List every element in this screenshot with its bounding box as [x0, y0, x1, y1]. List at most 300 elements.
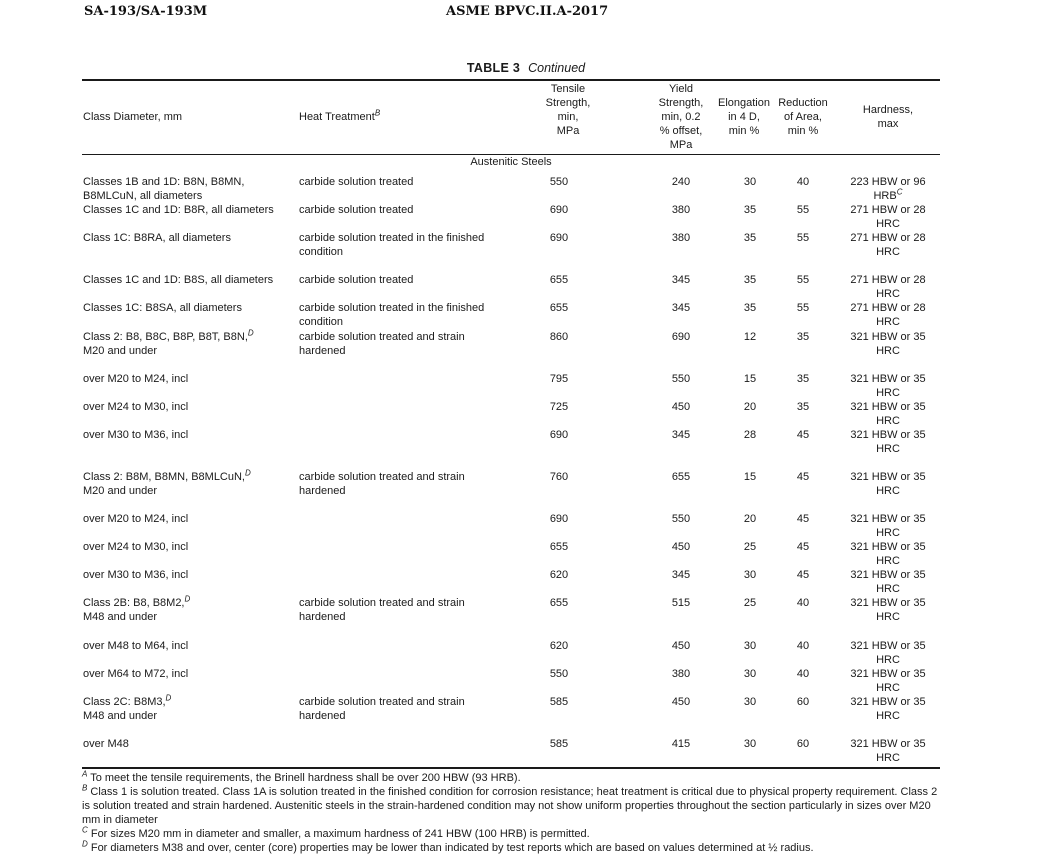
- table-row: [0, 330, 1052, 358]
- cell-class: [83, 540, 295, 554]
- cell-yield: 380: [671, 204, 691, 216]
- hardness-text: 321 HBW or 35: [850, 541, 926, 553]
- cell-class: [83, 470, 295, 498]
- col-head-heat-text: Heat Treatment: [299, 111, 375, 123]
- hardness-line: [840, 512, 936, 526]
- class-line: [83, 400, 295, 414]
- hardness-text: 223 HBW or 96: [850, 176, 926, 188]
- heat-line: hardened: [299, 485, 346, 497]
- class-text: M20 and under: [83, 485, 157, 497]
- class-line: [83, 344, 295, 358]
- hardness-text: 271 HBW or 28: [850, 302, 926, 314]
- hardness-line: [840, 428, 936, 442]
- class-text: over M24 to M30, incl: [83, 541, 189, 553]
- hardness-line: [840, 737, 936, 751]
- cell-hardness: [840, 203, 936, 231]
- cell-class: [83, 330, 295, 358]
- cell-tensile: 795: [549, 373, 569, 385]
- class-line: [83, 709, 295, 723]
- cell-reduction: 55: [796, 274, 810, 286]
- hardness-line: [840, 330, 936, 344]
- cell-reduction: 45: [796, 513, 810, 525]
- footnote-text: To meet the tensile requirements, the Brinell hardness shall be over 200 HBW (93 HRB).: [90, 772, 521, 784]
- heat-line: carbide solution treated: [299, 274, 414, 286]
- hardness-text: HRC: [876, 611, 900, 623]
- class-line: [83, 470, 295, 484]
- col-head-line: min %: [728, 125, 760, 137]
- class-line: [83, 596, 295, 610]
- cell-tensile: 860: [549, 331, 569, 343]
- cell-yield: 345: [671, 302, 691, 314]
- hardness-line: [840, 582, 936, 596]
- table-row: [0, 470, 1052, 498]
- class-line: [83, 273, 295, 287]
- hardness-line: [840, 681, 936, 695]
- footnote-ref: C: [896, 187, 903, 197]
- hardness-text: 321 HBW or 35: [850, 429, 926, 441]
- hardness-text: 321 HBW or 35: [850, 331, 926, 343]
- cell-class: [83, 596, 295, 624]
- cell-tensile: 655: [549, 274, 569, 286]
- running-header-center: ASME BPVC.II.A-2017: [446, 4, 609, 19]
- col-head-reduction: [772, 96, 834, 138]
- table-row: [0, 372, 1052, 400]
- class-text: Classes 1B and 1D: B8N, B8MN,: [83, 176, 245, 188]
- heat-line: carbide solution treated: [299, 204, 414, 216]
- hardness-line: [840, 344, 936, 358]
- hardness-line: [840, 709, 936, 723]
- hardness-line: [840, 568, 936, 582]
- footnote-ref: D: [245, 468, 251, 478]
- class-text: B8MLCuN, all diameters: [83, 190, 203, 202]
- col-head-line: Yield: [668, 83, 694, 95]
- hardness-text: 321 HBW or 35: [850, 738, 926, 750]
- hardness-text: HRC: [876, 752, 900, 764]
- footnote: [82, 785, 944, 827]
- class-text: Classes 1C: B8SA, all diameters: [83, 302, 242, 314]
- cell-reduction: 40: [796, 597, 810, 609]
- cell-elongation: 35: [743, 302, 757, 314]
- cell-elongation: 35: [743, 274, 757, 286]
- table-header-rule: [82, 154, 940, 155]
- hardness-text: HRC: [876, 316, 900, 328]
- cell-yield: 515: [671, 597, 691, 609]
- class-text: over M48: [83, 738, 129, 750]
- class-text: M48 and under: [83, 710, 157, 722]
- hardness-line: [840, 315, 936, 329]
- hardness-line: [840, 414, 936, 428]
- cell-tensile: 690: [549, 429, 569, 441]
- heat-line: carbide solution treated and strain: [299, 471, 465, 483]
- cell-elongation: 30: [743, 569, 757, 581]
- hardness-text: 321 HBW or 35: [850, 668, 926, 680]
- cell-hardness: [840, 667, 936, 695]
- footnote-text: For diameters M38 and over, center (core) properties may be lower than indicated by test reports which are based on values determined at ½ radius.: [90, 842, 814, 854]
- class-line: [83, 639, 295, 653]
- cell-tensile: 725: [549, 401, 569, 413]
- cell-tensile: 760: [549, 471, 569, 483]
- class-line: [83, 203, 295, 217]
- class-line: [83, 301, 295, 315]
- col-head-line: Strength,: [658, 97, 704, 109]
- footnote-ref: D: [247, 328, 254, 338]
- class-text: over M48 to M64, incl: [83, 640, 189, 652]
- class-line: [83, 695, 295, 709]
- footnote-ref: D: [165, 693, 172, 703]
- hardness-line: [840, 400, 936, 414]
- heat-line: carbide solution treated and strain: [299, 331, 465, 343]
- hardness-line: [840, 540, 936, 554]
- heat-line: hardened: [299, 710, 346, 722]
- class-line: [83, 330, 295, 344]
- col-head-line: MPa: [556, 125, 580, 137]
- cell-class: [83, 400, 295, 414]
- cell-hardness: [840, 596, 936, 624]
- col-head-line: min %: [787, 125, 819, 137]
- cell-yield: 240: [671, 176, 691, 188]
- cell-hardness: [840, 400, 936, 428]
- table-row: [0, 596, 1052, 624]
- cell-tensile: 690: [549, 204, 569, 216]
- hardness-line: [840, 639, 936, 653]
- hardness-text: HRB: [873, 190, 897, 202]
- cell-tensile: 690: [549, 232, 569, 244]
- class-line: [83, 540, 295, 554]
- hardness-line: [840, 596, 936, 610]
- hardness-text: 321 HBW or 35: [850, 513, 926, 525]
- cell-reduction: 55: [796, 302, 810, 314]
- table-caption: [0, 61, 1052, 75]
- footnote-mark: B: [82, 783, 88, 793]
- cell-hardness: [840, 512, 936, 540]
- hardness-line: [840, 203, 936, 217]
- hardness-text: 321 HBW or 35: [850, 696, 926, 708]
- cell-reduction: 60: [796, 696, 810, 708]
- cell-yield: 345: [671, 569, 691, 581]
- class-line: [83, 175, 295, 189]
- class-text: over M20 to M24, incl: [83, 513, 189, 525]
- cell-class: [83, 273, 295, 287]
- hardness-line: [840, 287, 936, 301]
- hardness-text: HRC: [876, 710, 900, 722]
- table-bottom-rule: [82, 767, 940, 769]
- cell-yield: 550: [671, 513, 691, 525]
- cell-heat-treatment: [299, 695, 509, 723]
- cell-elongation: 30: [743, 738, 757, 750]
- cell-hardness: [840, 330, 936, 358]
- cell-hardness: [840, 540, 936, 568]
- cell-yield: 655: [671, 471, 691, 483]
- class-line: [83, 484, 295, 498]
- cell-elongation: 35: [743, 204, 757, 216]
- cell-heat-treatment: [299, 330, 509, 358]
- hardness-line: [840, 667, 936, 681]
- cell-elongation: 30: [743, 696, 757, 708]
- heat-line: carbide solution treated: [299, 176, 414, 188]
- cell-class: [83, 372, 295, 386]
- cell-reduction: 60: [796, 738, 810, 750]
- footnote-ref: D: [184, 594, 191, 604]
- cell-elongation: 15: [743, 471, 757, 483]
- heat-line: hardened: [299, 611, 346, 623]
- col-head-line: Tensile: [550, 83, 586, 95]
- cell-tensile: 620: [549, 640, 569, 652]
- cell-heat-treatment: [299, 470, 509, 498]
- hardness-line: [840, 751, 936, 765]
- hardness-line: [840, 442, 936, 456]
- cell-reduction: 35: [796, 331, 810, 343]
- hardness-line: [840, 273, 936, 287]
- cell-class: [83, 568, 295, 582]
- hardness-text: 321 HBW or 35: [850, 640, 926, 652]
- cell-reduction: 45: [796, 471, 810, 483]
- hardness-text: HRC: [876, 246, 900, 258]
- hardness-text: 321 HBW or 35: [850, 373, 926, 385]
- hardness-text: HRC: [876, 218, 900, 230]
- hardness-line: [840, 245, 936, 259]
- table-row: [0, 175, 1052, 203]
- cell-elongation: 30: [743, 640, 757, 652]
- hardness-text: 271 HBW or 28: [850, 232, 926, 244]
- hardness-text: 271 HBW or 28: [850, 274, 926, 286]
- class-line: [83, 428, 295, 442]
- cell-heat-treatment: [299, 273, 509, 287]
- class-text: Class 1C: B8RA, all diameters: [83, 232, 231, 244]
- cell-elongation: 25: [743, 597, 757, 609]
- hardness-text: 321 HBW or 35: [850, 471, 926, 483]
- hardness-text: 271 HBW or 28: [850, 204, 926, 216]
- hardness-line: [840, 470, 936, 484]
- class-line: [83, 512, 295, 526]
- cell-class: [83, 512, 295, 526]
- hardness-line: [840, 189, 936, 203]
- col-head-line: of Area,: [784, 111, 822, 123]
- class-text: over M24 to M30, incl: [83, 401, 189, 413]
- col-head-heat-treatment: [299, 110, 380, 124]
- cell-reduction: 45: [796, 569, 810, 581]
- table-row: [0, 667, 1052, 695]
- cell-reduction: 55: [796, 204, 810, 216]
- cell-reduction: 45: [796, 541, 810, 553]
- table-row: [0, 428, 1052, 456]
- table-row: [0, 301, 1052, 329]
- cell-elongation: 15: [743, 373, 757, 385]
- hardness-text: HRC: [876, 485, 900, 497]
- cell-tensile: 585: [549, 738, 569, 750]
- cell-reduction: 40: [796, 668, 810, 680]
- col-head-line: Reduction: [778, 97, 828, 109]
- cell-elongation: 25: [743, 541, 757, 553]
- heat-line: carbide solution treated and strain: [299, 696, 465, 708]
- cell-elongation: 12: [743, 331, 757, 343]
- hardness-text: HRC: [876, 555, 900, 567]
- hardness-text: 321 HBW or 35: [850, 597, 926, 609]
- col-head-line: in 4 D,: [728, 111, 760, 123]
- cell-hardness: [840, 175, 936, 203]
- class-text: over M20 to M24, incl: [83, 373, 189, 385]
- hardness-line: [840, 372, 936, 386]
- cell-yield: 690: [671, 331, 691, 343]
- cell-yield: 380: [671, 232, 691, 244]
- cell-tensile: 585: [549, 696, 569, 708]
- table-row: [0, 273, 1052, 301]
- footnote-mark: C: [82, 825, 88, 835]
- hardness-text: HRC: [876, 654, 900, 666]
- table-row: [0, 400, 1052, 428]
- class-text: over M64 to M72, incl: [83, 668, 189, 680]
- cell-class: [83, 695, 295, 723]
- cell-yield: 450: [671, 640, 691, 652]
- class-text: over M30 to M36, incl: [83, 429, 189, 441]
- hardness-line: [840, 231, 936, 245]
- footnotes: [82, 771, 944, 855]
- cell-elongation: 20: [743, 513, 757, 525]
- col-head-line: Hardness,: [862, 104, 914, 116]
- hardness-line: [840, 386, 936, 400]
- cell-tensile: 655: [549, 302, 569, 314]
- col-head-line: min,: [557, 111, 579, 123]
- section-title: Austenitic Steels: [470, 156, 552, 168]
- heat-line: hardened: [299, 345, 346, 357]
- cell-class: [83, 231, 295, 245]
- cell-yield: 415: [671, 738, 691, 750]
- hardness-text: HRC: [876, 583, 900, 595]
- col-head-line: MPa: [669, 139, 693, 151]
- cell-tensile: 655: [549, 597, 569, 609]
- hardness-line: [840, 610, 936, 624]
- cell-reduction: 35: [796, 401, 810, 413]
- hardness-text: HRC: [876, 387, 900, 399]
- class-line: [83, 372, 295, 386]
- table-row: [0, 231, 1052, 259]
- cell-class: [83, 639, 295, 653]
- table-row: [0, 695, 1052, 723]
- class-text: Class 2B: B8, B8M2,: [83, 597, 185, 609]
- cell-class: [83, 737, 295, 751]
- hardness-line: [840, 653, 936, 667]
- cell-hardness: [840, 273, 936, 301]
- hardness-text: HRC: [876, 288, 900, 300]
- footnote-text: Class 1 is solution treated. Class 1A is solution treated in the finished condition for corrosion resistance; heat treatment is critical due to physical property requirement. Class 2 is solution treated and strain hardened. Austenitic steels in the strain-hardened condition may not show uniform properties throughout the section particularly in sizes over M20 mm in diameter: [82, 786, 938, 826]
- hardness-line: [840, 217, 936, 231]
- cell-hardness: [840, 737, 936, 765]
- cell-class: [83, 203, 295, 217]
- cell-tensile: 655: [549, 541, 569, 553]
- cell-elongation: 30: [743, 176, 757, 188]
- cell-class: [83, 428, 295, 442]
- col-head-yield: [645, 82, 717, 152]
- class-text: Class 2: B8, B8C, B8P, B8T, B8N,: [83, 331, 248, 343]
- cell-yield: 380: [671, 668, 691, 680]
- cell-hardness: [840, 428, 936, 456]
- hardness-line: [840, 695, 936, 709]
- table-row: [0, 540, 1052, 568]
- cell-elongation: 20: [743, 401, 757, 413]
- class-line: [83, 189, 295, 203]
- table-row: [0, 737, 1052, 765]
- footnote: [82, 771, 944, 785]
- cell-class: [83, 301, 295, 315]
- cell-class: [83, 175, 295, 203]
- table-continued: Continued: [528, 61, 586, 75]
- cell-yield: 450: [671, 401, 691, 413]
- class-text: Class 2C: B8M3,: [83, 696, 166, 708]
- hardness-line: [840, 301, 936, 315]
- hardness-text: HRC: [876, 415, 900, 427]
- cell-hardness: [840, 639, 936, 667]
- cell-reduction: 45: [796, 429, 810, 441]
- cell-hardness: [840, 372, 936, 400]
- table-row: [0, 639, 1052, 667]
- cell-hardness: [840, 695, 936, 723]
- class-line: [83, 568, 295, 582]
- heat-line: carbide solution treated in the finished: [299, 232, 485, 244]
- cell-hardness: [840, 470, 936, 498]
- cell-tensile: 550: [549, 668, 569, 680]
- cell-yield: 550: [671, 373, 691, 385]
- hardness-line: [840, 484, 936, 498]
- table-number: TABLE 3: [466, 61, 521, 75]
- class-line: [83, 667, 295, 681]
- cell-hardness: [840, 231, 936, 259]
- hardness-line: [840, 554, 936, 568]
- col-head-line: Elongation: [718, 97, 770, 109]
- cell-hardness: [840, 568, 936, 596]
- col-head-class: Class Diameter, mm: [83, 111, 183, 123]
- cell-heat-treatment: [299, 203, 509, 217]
- heat-line: carbide solution treated in the finished: [299, 302, 485, 314]
- table-row: [0, 568, 1052, 596]
- col-head-line: max: [877, 118, 899, 130]
- col-head-heat-sup: B: [374, 108, 381, 118]
- col-head-line: % offset,: [659, 125, 703, 137]
- cell-tensile: 690: [549, 513, 569, 525]
- running-header-left: SA-193/SA-193M: [84, 4, 208, 19]
- class-text: M48 and under: [83, 611, 157, 623]
- cell-tensile: 550: [549, 176, 569, 188]
- hardness-text: 321 HBW or 35: [850, 401, 926, 413]
- cell-hardness: [840, 301, 936, 329]
- cell-reduction: 40: [796, 176, 810, 188]
- class-text: Classes 1C and 1D: B8S, all diameters: [83, 274, 274, 286]
- col-head-elongation: [712, 96, 776, 138]
- cell-tensile: 620: [549, 569, 569, 581]
- hardness-text: HRC: [876, 443, 900, 455]
- cell-reduction: 35: [796, 373, 810, 385]
- class-line: [83, 231, 295, 245]
- heat-line: condition: [299, 316, 344, 328]
- col-head-line: min, 0.2: [661, 111, 701, 123]
- cell-class: [83, 667, 295, 681]
- cell-elongation: 35: [743, 232, 757, 244]
- col-head-hardness: [840, 103, 936, 131]
- heat-line: condition: [299, 246, 344, 258]
- class-text: over M30 to M36, incl: [83, 569, 189, 581]
- hardness-line: [840, 175, 936, 189]
- table-row: [0, 512, 1052, 540]
- class-text: M20 and under: [83, 345, 157, 357]
- col-head-line: Strength,: [545, 97, 591, 109]
- cell-yield: 345: [671, 274, 691, 286]
- footnote-text: For sizes M20 mm in diameter and smaller, a maximum hardness of 241 HBW (100 HRB) is permitted.: [90, 828, 590, 840]
- cell-reduction: 55: [796, 232, 810, 244]
- cell-yield: 345: [671, 429, 691, 441]
- cell-heat-treatment: [299, 231, 509, 259]
- table-top-rule: [82, 79, 940, 81]
- hardness-text: HRC: [876, 682, 900, 694]
- cell-yield: 450: [671, 696, 691, 708]
- cell-elongation: 30: [743, 668, 757, 680]
